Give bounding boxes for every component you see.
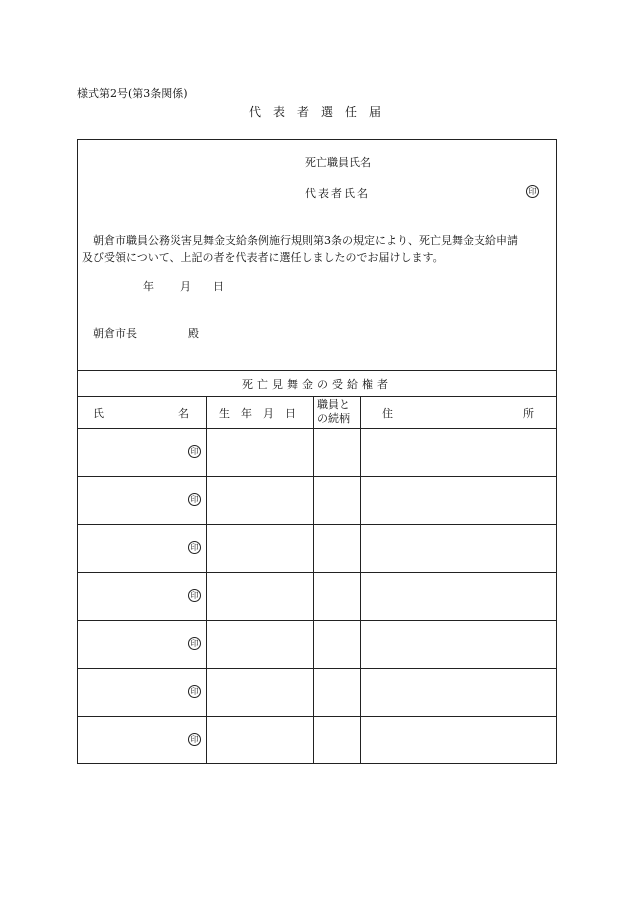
column-divider-dob	[313, 396, 314, 764]
row-seal-icon: 印	[188, 589, 201, 602]
row-divider	[77, 572, 557, 573]
row-divider	[77, 476, 557, 477]
body-text-line-1: 朝倉市職員公務災害見舞金支給条例施行規則第3条の規定により、死亡見舞金支給申請	[93, 234, 518, 247]
header-relation-line-1: 職員と	[317, 398, 350, 411]
column-divider-relation	[360, 396, 361, 764]
row-seal-icon: 印	[188, 685, 201, 698]
header-address-right: 所	[523, 407, 534, 420]
date-year-label: 年	[143, 280, 154, 293]
row-seal-icon: 印	[188, 445, 201, 458]
date-day-label: 日	[213, 280, 224, 293]
row-seal-icon: 印	[188, 493, 201, 506]
row-divider	[77, 620, 557, 621]
representative-name-label: 代表者氏名	[305, 187, 370, 200]
beneficiaries-section-title: 死亡見舞金の受給権者	[242, 378, 392, 391]
representative-seal-icon: 印	[526, 185, 539, 198]
date-month-label: 月	[180, 280, 191, 293]
header-name-left: 氏	[93, 407, 104, 420]
section-divider	[77, 370, 557, 371]
header-bottom-line	[77, 428, 557, 429]
row-seal-icon: 印	[188, 637, 201, 650]
document-title: 代 表 者 選 任 届	[248, 105, 381, 119]
header-address-left: 住	[382, 407, 393, 420]
row-divider	[77, 668, 557, 669]
form-reference: 様式第2号(第3条関係)	[77, 87, 188, 100]
row-divider	[77, 716, 557, 717]
header-name-right: 名	[178, 407, 189, 420]
header-date-of-birth: 生 年 月 日	[219, 407, 296, 420]
header-top-line	[77, 396, 557, 397]
column-divider-name	[206, 396, 207, 764]
row-divider	[77, 524, 557, 525]
deceased-staff-name-label: 死亡職員氏名	[305, 156, 371, 169]
row-seal-icon: 印	[188, 541, 201, 554]
mayor-honorific: 殿	[188, 327, 199, 340]
mayor-addressee: 朝倉市長	[93, 327, 137, 340]
header-relation-line-2: の続柄	[317, 412, 350, 425]
body-text-line-2: 及び受領について、上記の者を代表者に選任しましたのでお届けします。	[82, 251, 444, 264]
row-seal-icon: 印	[188, 733, 201, 746]
